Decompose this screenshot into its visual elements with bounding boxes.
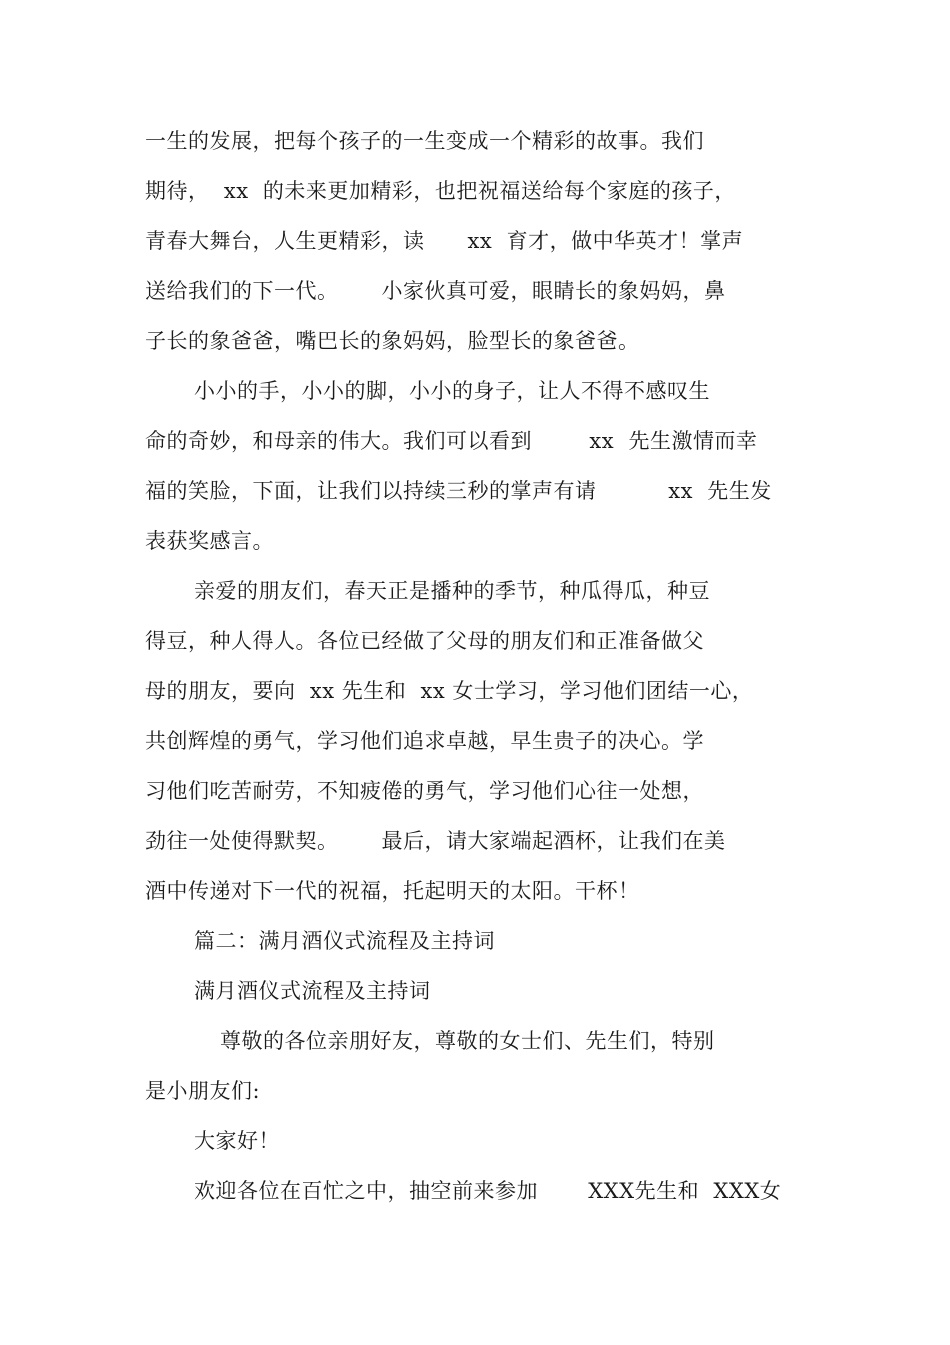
text-line: 母的朋友，要向 xx 先生和 xx 女士学习，学习他们团结一心， <box>145 679 754 703</box>
section-title: 满月酒仪式流程及主持词 <box>194 979 431 1003</box>
text-line: 一生的发展，把每个孩子的一生变成一个精彩的故事。我们 <box>145 129 704 153</box>
text-line: 青春大舞台，人生更精彩，读 xx 育才，做中华英才！掌声 <box>145 229 744 253</box>
text-line: 表获奖感言。 <box>145 529 274 553</box>
text-line: 共创辉煌的勇气，学习他们追求卓越，早生贵子的决心。学 <box>145 729 704 753</box>
text-line: 得豆，种人得人。各位已经做了父母的朋友们和正准备做父 <box>145 629 704 653</box>
paragraph-start: 欢迎各位在百忙之中，抽空前来参加 XXX先生和 XXX女 <box>194 1179 782 1203</box>
text-line: 福的笑脸，下面，让我们以持续三秒的掌声有请 xx 先生发 <box>145 479 772 503</box>
paragraph-start: 尊敬的各位亲朋好友，尊敬的女士们、先生们，特别 <box>220 1029 715 1053</box>
paragraph-start: 亲爱的朋友们，春天正是播种的季节，种瓜得瓜，种豆 <box>194 579 710 603</box>
text-line: 是小朋友们: <box>145 1079 261 1103</box>
text-line: 子长的象爸爸，嘴巴长的象妈妈，脸型长的象爸爸。 <box>145 329 640 353</box>
text-line: 劲往一处使得默契。 最后，请大家端起酒杯，让我们在美 <box>145 829 726 853</box>
text-line: 习他们吃苦耐劳，不知疲倦的勇气，学习他们心往一处想， <box>145 779 704 803</box>
text-line: 命的奇妙，和母亲的伟大。我们可以看到 xx 先生激情而幸 <box>145 429 758 453</box>
text-line: 送给我们的下一代。 小家伙真可爱，眼睛长的象妈妈，鼻 <box>145 279 726 303</box>
section-heading: 篇二：满月酒仪式流程及主持词 <box>194 929 495 953</box>
paragraph-start: 小小的手，小小的脚，小小的身子，让人不得不感叹生 <box>194 379 710 403</box>
greeting-line: 大家好！ <box>194 1129 280 1153</box>
text-line: 酒中传递对下一代的祝福，托起明天的太阳。干杯！ <box>145 879 640 903</box>
text-line: 期待， xx 的未来更加精彩，也把祝福送给每个家庭的孩子， <box>145 179 736 203</box>
